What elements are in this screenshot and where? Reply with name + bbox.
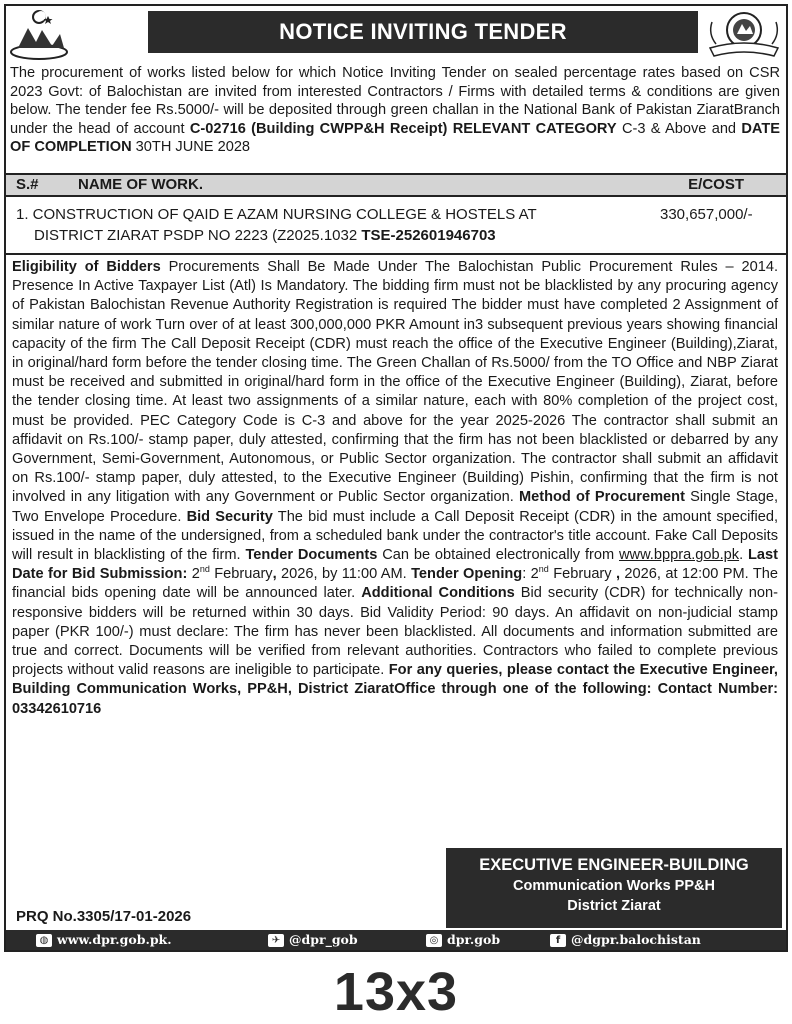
category-text: C-3 & Above and <box>616 120 742 137</box>
intro-text: The procurement of works listed below for which Notice Inviting Tender on sealed percentage rates based on CSR 2023 Govt: of Balochistan are invited from interested Contractors / Firms with detailed terms & conditions are given below. The tender fee Rs.5000/- will be deposited through green challan in the National Bank of Pakistan ZiaratBranch under the head of account <box>10 65 780 137</box>
work-description <box>16 204 616 246</box>
ad-size-label: 13x3 <box>333 962 459 1022</box>
work-estimated-cost: 330,657,000/- <box>660 206 753 223</box>
works-table-header <box>6 173 786 197</box>
eligibility-text: Procurements Shall Be Made Under The Balochistan Public Procurement Rules – 2014. Presence In Active Taxpayer List (Atl) Is Mandatory. The bidding firm must not be blacklisted by any procuring agency of Pakistan Balochistan Revenue Authority Registration is required The bidder must have completed 2 Assignment of similar nature of work Turn over of at least 300,000,000 PKR Amount in3 subsequent previous years showing financial capacity of the firm The Call Deposit Receipt (CDR) must reach the office of the Executive Engineer (Building),Ziarat, in original/hard form before the tender closing time. The Green Challan of Rs.5000/ from the TO Office and NBP Ziarat must be received and submitted in original/hard form in the office of the Executive Engineer (Building), Ziarat, before the tender closing time. At least two assignments of a similar nature, each with 80% completion of the project cost, must be provided. PEC Category Code is C-3 and above for the year 2025-2026 The contractor shall submit an affidavit on Rs.100/- stamp paper, duly attested, confirming that the firm has not been blacklisted or debarred by any Government, Semi-Government, Autonomous, or Public Sector organization. The contractor shall submit an affidavit on Rs.100/- stamp paper, duly attested, to the Executive Engineer (Building) Pishin, confirming that the firm is not involved in any litigation with any Government or Public Sector organization. <box>12 259 778 506</box>
opening-label: Tender Opening <box>411 566 523 583</box>
opening-sup: nd <box>538 564 549 575</box>
notice-title: NOTICE INVITING TENDER <box>148 11 698 53</box>
tender-docs-link[interactable]: www.bppra.gob.pk <box>619 547 740 564</box>
footer-instagram-text: dpr.gob <box>447 932 501 947</box>
eligibility-label: Eligibility of Bidders <box>12 259 161 275</box>
footer-website[interactable] <box>36 930 172 950</box>
opening-day: : 2 <box>522 566 539 583</box>
terms-paragraph: Eligibility of Bidders Procurements Shall Be Made Under The Balochistan Public Procurement Rules – 2014. Presence In Active Taxpayer List (Atl) Is Mandatory. The bidding firm must not be blacklisted by any procuring agency of Pakistan Balochistan Revenue Authority Registration is required The bidder must have completed 2 Assignment of similar nature of work Turn over of at least 300,000,000 PKR Amount in3 subsequent previous years showing financial capacity of the firm The Call Deposit Receipt (CDR) must reach the office of the Executive Engineer (Building),Ziarat, in original/hard form before the tender closing time. The Green Challan of Rs.5000/ from the TO Office and NBP Ziarat must be received and submitted in original/hard form in the office of the Executive Engineer (Building), Ziarat, before the tender closing time. At least two assignments of a similar nature, each with 80% completion of the project cost, must be provided. PEC Category Code is C-3 and above for the year 2025-2026 The contractor shall submit an affidavit on Rs.100/- stamp paper, duly attested, confirming that the firm has not been blacklisted or debarred by any Government, Semi-Government, Autonomous, or Public Sector organization. The contractor shall submit an affidavit on Rs.100/- stamp paper, duly attested, to the Executive Engineer (Building) Pishin, confirming that the firm is not involved in any litigation with any Government or Public Sector organization. Method of Procurement Single Stage, Two Envelope Procedure. Bid Security The bid must include a Call Deposit Receipt (CDR) in the amount specified, issued in the name of the undersigned, from a scheduled bank under the contractor's title account. Fake Call Deposits will result in blacklisting of the firm. Tender Documents Can be obtained electronically from www.bppra.gob.pk. Last Date for Bid Submission: 2nd February, 2026, by 11:00 AM. Tender Opening: 2nd February , 2026, at 12:00 PM. The financial bids opening date will be announced later. Additional Conditions Bid security (CDR) for technically non-responsive bidders will be returned within 30 days. Bid Validity Period: 90 days. An affidavit on non-judicial stamp paper (PKR 100/-) must declare: The firm has never been blacklisted. All documents and information submitted are true and correct. Documents will be verified from relevant authorities. Contractors who failed to complete previous projects without valid reasons are ineligible to participate. For any queries, please contact the Executive Engineer, Building Communication Works, PP&H, District ZiaratOffice through one of the following: Contact Number: 03342610716 <box>12 259 779 717</box>
opening-time: 2026, at 12:00 PM. The financial bids opening date will be announced later. <box>12 566 778 602</box>
footer-bar <box>6 930 786 950</box>
last-date-time: 2026, by 11:00 AM. <box>276 566 412 583</box>
signatory-department: Communication Works PP&H <box>513 878 715 894</box>
government-emblem-logo <box>8 8 70 60</box>
prq-number: PRQ No.3305/17-01-2026 <box>16 908 192 925</box>
last-date-month: February <box>209 566 273 583</box>
last-date-sup: nd <box>199 564 210 575</box>
bid-security-label: Bid Security <box>186 508 273 525</box>
intro-paragraph <box>10 64 780 157</box>
signatory-district: District Ziarat <box>567 898 661 914</box>
tender-docs-label: Tender Documents <box>245 547 378 564</box>
opening-month: February <box>548 566 616 583</box>
facebook-icon: f <box>550 934 566 947</box>
completion-label: DATE OF COMPLETION <box>10 120 781 156</box>
work-name-line1: 1. CONSTRUCTION OF QAID E AZAM NURSING COLLEGE & HOSTELS AT <box>16 206 537 223</box>
last-date-day: 2 <box>187 566 200 583</box>
footer-instagram[interactable] <box>426 930 500 950</box>
method-label: Method of Procurement <box>518 489 685 506</box>
tender-docs-text: Can be obtained electronically from <box>377 547 619 564</box>
section-divider <box>6 253 786 255</box>
footer-website-text: www.dpr.gob.pk. <box>57 932 172 947</box>
department-seal-logo <box>706 8 782 60</box>
footer-facebook-text: @dgpr.balochistan <box>571 932 701 947</box>
instagram-icon: ◎ <box>426 934 442 947</box>
footer-twitter[interactable] <box>268 930 358 950</box>
column-header-cost: E/COST <box>688 176 744 193</box>
work-name-line2 <box>16 225 616 246</box>
additional-text: Bid security (CDR) for technically non-responsive bidders will be returned within 30 days. Bid Validity Period: 90 days. An affidavit on non-judicial stamp paper (PKR 100/-) must declare: The firm has never been blacklisted. All documents and information submitted are true and correct. Documents will be verified from relevant authorities. Contractors who failed to complete previous projects without valid reasons are ineligible to participate. <box>12 585 778 679</box>
additional-label: Additional Conditions <box>361 585 515 602</box>
signatory-title: EXECUTIVE ENGINEER-BUILDING <box>479 856 749 874</box>
account-head: C-02716 (Building CWPP&H Receipt) RELEVANT CATEGORY <box>189 120 617 137</box>
bid-security-text: The bid must include a Call Deposit Receipt (CDR) in the amount specified, issued in the name of the undersigned, from a scheduled bank under the contractor's title account. Fake Call Deposits will result in blacklisting of the firm. <box>12 508 779 564</box>
twitter-icon: ✈ <box>268 934 284 947</box>
footer-facebook[interactable] <box>550 930 701 950</box>
method-text: Single Stage, Two Envelope Procedure. <box>12 489 779 525</box>
last-date-label: Last Date for Bid Submission: <box>12 547 778 583</box>
footer-twitter-text: @dpr_gob <box>289 932 358 947</box>
globe-icon: ◍ <box>36 934 52 947</box>
signatory-box <box>446 848 782 928</box>
work-psdp: DISTRICT ZIARAT PSDP NO 2223 (Z2025.1032 <box>34 227 362 244</box>
contact-text: For any queries, please contact the Executive Engineer, Building Communication Works, PP&H, District ZiaratOffice through one of the following: Contact Number: 03342610716 <box>12 662 778 717</box>
column-header-name: NAME OF WORK. <box>78 176 203 193</box>
work-tse: TSE-252601946703 <box>361 227 496 244</box>
column-header-sno: S.# <box>16 176 39 193</box>
completion-date: 30TH JUNE 2028 <box>131 139 251 156</box>
